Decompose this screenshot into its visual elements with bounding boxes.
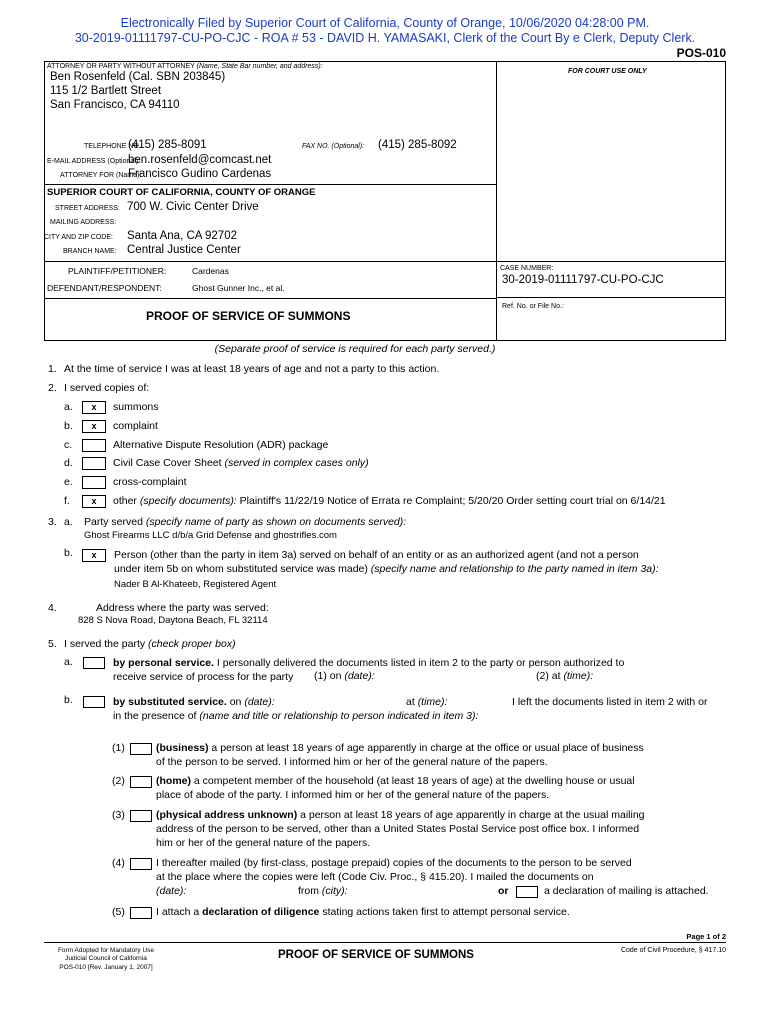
sub-4-declaration-checkbox[interactable] [516, 886, 538, 898]
party-served-value: Ghost Firearms LLC d/b/a Grid Defense and ghostrifles.com [84, 530, 337, 541]
item-5a-letter: a. [64, 656, 73, 668]
item-5-number: 5. [48, 638, 57, 650]
item-5b-letter: b. [64, 694, 73, 706]
item-2f-other-value: Plaintiff's 11/22/19 Notice of Errata re Complaint; 5/20/20 Order setting court trial on 6/14/21 [239, 495, 666, 507]
item-1-number: 1. [48, 363, 57, 375]
item-1-text: At the time of service I was at least 18 years of age and not a party to this action. [64, 363, 440, 375]
efiled-stamp-line-2: 30-2019-01111797-CU-PO-CJC - ROA # 53 - DAVID H. YAMASAKI, Clerk of the Court By e Clerk, Deputy Clerk. [74, 31, 696, 45]
item-3a-letter: a. [64, 516, 73, 528]
fax-value: (415) 285-8092 [378, 139, 457, 151]
item-4-number: 4. [48, 602, 57, 614]
item-2f-letter: f. [64, 495, 70, 507]
fax-label: FAX NO. (Optional): [302, 143, 365, 150]
page-number: Page 1 of 2 [686, 932, 726, 941]
case-number-value: 30-2019-01111797-CU-PO-CJC [502, 274, 664, 286]
attorney-address-1: 115 1/2 Bartlett Street [50, 85, 162, 97]
city-value: Santa Ana, CA 92702 [127, 230, 237, 242]
item-5a-checkbox[interactable] [83, 657, 105, 669]
attorney-address-2: San Francisco, CA 94110 [50, 99, 180, 111]
item-2c-letter: c. [64, 439, 73, 451]
defendant-label: DEFENDANT/RESPONDENT: [47, 283, 162, 293]
item-5b-time-label: at (time): [406, 696, 448, 708]
email-value: ben.rosenfeld@comcast.net [128, 154, 272, 166]
item-2c-checkbox[interactable] [82, 439, 106, 452]
court-title: SUPERIOR COURT OF CALIFORNIA, COUNTY OF ORANGE [47, 187, 316, 198]
sub-4-text-2: at the place where the copies were left (Code Civ. Proc., § 415.20). I mailed the documents on [156, 871, 594, 883]
item-5-label: I served the party (check proper box) [64, 638, 236, 650]
attorney-name: Ben Rosenfeld (Cal. SBN 203845) [50, 71, 226, 83]
footer-title: PROOF OF SERVICE OF SUMMONS [278, 949, 474, 961]
item-3a-label: Party served (specify name of party as shown on documents served): [84, 516, 407, 528]
sub-2-text-1: (home) a competent member of the household (at least 18 years of age) at the dwelling house or usual [156, 775, 635, 787]
sub-4-number: (4) [112, 857, 125, 869]
item-2a-letter: a. [64, 401, 73, 413]
sub-3-number: (3) [112, 809, 125, 821]
item-5a-time-label: (2) at (time): [536, 670, 594, 682]
sub-5-checkbox[interactable] [130, 907, 152, 919]
city-label: CITY AND ZIP CODE: [44, 234, 113, 241]
form-title: PROOF OF SERVICE OF SUMMONS [146, 309, 351, 323]
branch-label: BRANCH NAME: [63, 248, 117, 255]
sub-3-checkbox[interactable] [130, 810, 152, 822]
item-2-text: I served copies of: [64, 382, 150, 394]
case-number-label: CASE NUMBER: [500, 265, 554, 272]
item-2a-checkbox[interactable]: x [82, 401, 106, 414]
item-2b-letter: b. [64, 420, 73, 432]
item-5a-text-2: receive service of process for the party [113, 671, 294, 683]
sub-2-text-2: place of abode of the party. I informed him or her of the general nature of the papers. [156, 789, 550, 801]
item-2b-label: complaint [113, 420, 158, 432]
item-3b-checkbox[interactable]: x [82, 549, 106, 562]
ref-no-label: Ref. No. or File No.: [502, 303, 564, 310]
sub-1-checkbox[interactable] [130, 743, 152, 755]
sub-2-checkbox[interactable] [130, 776, 152, 788]
item-3-number: 3. [48, 516, 57, 528]
item-2f-checkbox[interactable]: x [82, 495, 106, 508]
code-citation: Code of Civil Procedure, § 417.10 [620, 947, 726, 954]
mailing-label: MAILING ADDRESS: [50, 219, 117, 226]
item-2e-letter: e. [64, 476, 73, 488]
sub-2-number: (2) [112, 775, 125, 787]
sub-5-text: I attach a declaration of diligence stating actions taken first to attempt personal service. [156, 906, 570, 918]
attorney-for-label: ATTORNEY FOR (Name): [60, 172, 142, 179]
sub-4-date-label: (date): [156, 885, 187, 897]
sub-4-text-1: I thereafter mailed (by first-class, postage prepaid) copies of the documents to the person to be served [156, 857, 632, 869]
service-address-value: 828 S Nova Road, Daytona Beach, FL 32114 [78, 615, 268, 626]
attorney-for-value: Francisco Gudino Cardenas [128, 168, 272, 180]
sub-1-text-2: of the person to be served. I informed him or her of the general nature of the papers. [156, 756, 548, 768]
sub-4-city-label: from (city): [298, 885, 348, 897]
item-5b-left-text: I left the documents listed in item 2 with or [512, 696, 708, 708]
item-2e-label: cross-complaint [113, 476, 187, 488]
item-2e-checkbox[interactable] [82, 476, 106, 489]
item-5b-text-1: by substituted service. on (date): [113, 696, 275, 708]
branch-value: Central Justice Center [127, 244, 241, 256]
attorney-label: ATTORNEY OR PARTY WITHOUT ATTORNEY (Name, State Bar number, and address): [47, 63, 323, 70]
efiled-stamp-line-1: Electronically Filed by Superior Court of California, County of Orange, 10/06/2020 04:28:00 PM. [120, 16, 650, 30]
item-5b-checkbox[interactable] [83, 696, 105, 708]
form-adopted-1: Form Adopted for Mandatory Use [57, 947, 155, 954]
item-2d-label: Civil Case Cover Sheet (served in complex cases only) [113, 457, 369, 469]
separate-proof-note: (Separate proof of service is required for each party served.) [214, 343, 496, 355]
item-5a-text-1: by personal service. I personally delivered the documents listed in item 2 to the party or person authorized to [113, 657, 625, 669]
sub-3-text-2: address of the person to be served, other than a United States Postal Service post office box. I informed [156, 823, 640, 835]
sub-4-declaration-text: a declaration of mailing is attached. [544, 885, 709, 897]
form-id: POS-010 [676, 46, 726, 60]
sub-1-text-1: (business) a person at least 18 years of age apparently in charge at the office or usual place of business [156, 742, 644, 754]
sub-5-number: (5) [112, 906, 125, 918]
sub-3-text-1: (physical address unknown) a person at least 18 years of age apparently in charge at the usual mailing [156, 809, 645, 821]
court-use-label: FOR COURT USE ONLY [568, 68, 647, 75]
email-label: E-MAIL ADDRESS (Optional): [47, 158, 141, 165]
sub-4-checkbox[interactable] [130, 858, 152, 870]
phone-label: TELEPHONE NO.: [84, 143, 143, 150]
item-5a-date-label: (1) on (date): [314, 670, 375, 682]
agent-value: Nader B Al-Khateeb, Registered Agent [114, 579, 277, 590]
item-2d-letter: d. [64, 457, 73, 469]
item-2b-checkbox[interactable]: x [82, 420, 106, 433]
item-5b-text-2: in the presence of (name and title or relationship to person indicated in item 3): [113, 710, 479, 722]
form-adopted-2: Judicial Council of California [65, 955, 147, 962]
plaintiff-value: Cardenas [192, 266, 229, 276]
sub-3-text-3: him or her of the general nature of the papers. [156, 837, 371, 849]
item-2d-checkbox[interactable] [82, 457, 106, 470]
sub-4-or: or [498, 885, 509, 897]
street-value: 700 W. Civic Center Drive [127, 201, 259, 213]
item-4-label: Address where the party was served: [96, 602, 269, 614]
plaintiff-label: PLAINTIFF/PETITIONER: [68, 266, 167, 276]
item-2f-label: other (specify documents): Plaintiff's 11/22/19 Notice of Errata re Complaint; 5/20/20 Order setting court trial on 6/14/21 [113, 495, 666, 507]
item-2c-label: Alternative Dispute Resolution (ADR) package [113, 439, 329, 451]
item-3b-letter: b. [64, 547, 73, 559]
item-2-number: 2. [48, 382, 57, 394]
defendant-value: Ghost Gunner Inc., et al. [192, 283, 285, 293]
street-label: STREET ADDRESS: [55, 205, 120, 212]
item-3b-text-1: Person (other than the party in item 3a) served on behalf of an entity or as an authorized agent (and not a person [114, 549, 639, 561]
sub-1-number: (1) [112, 742, 125, 754]
item-2a-label: summons [113, 401, 159, 413]
form-adopted-3: POS-010 [Rev. January 1, 2007] [59, 964, 153, 971]
phone-value: (415) 285-8091 [128, 139, 207, 151]
item-3b-text-2: under item 5b on whom substituted service was made) (specify name and relationship to the party named in item 3a): [114, 563, 659, 575]
